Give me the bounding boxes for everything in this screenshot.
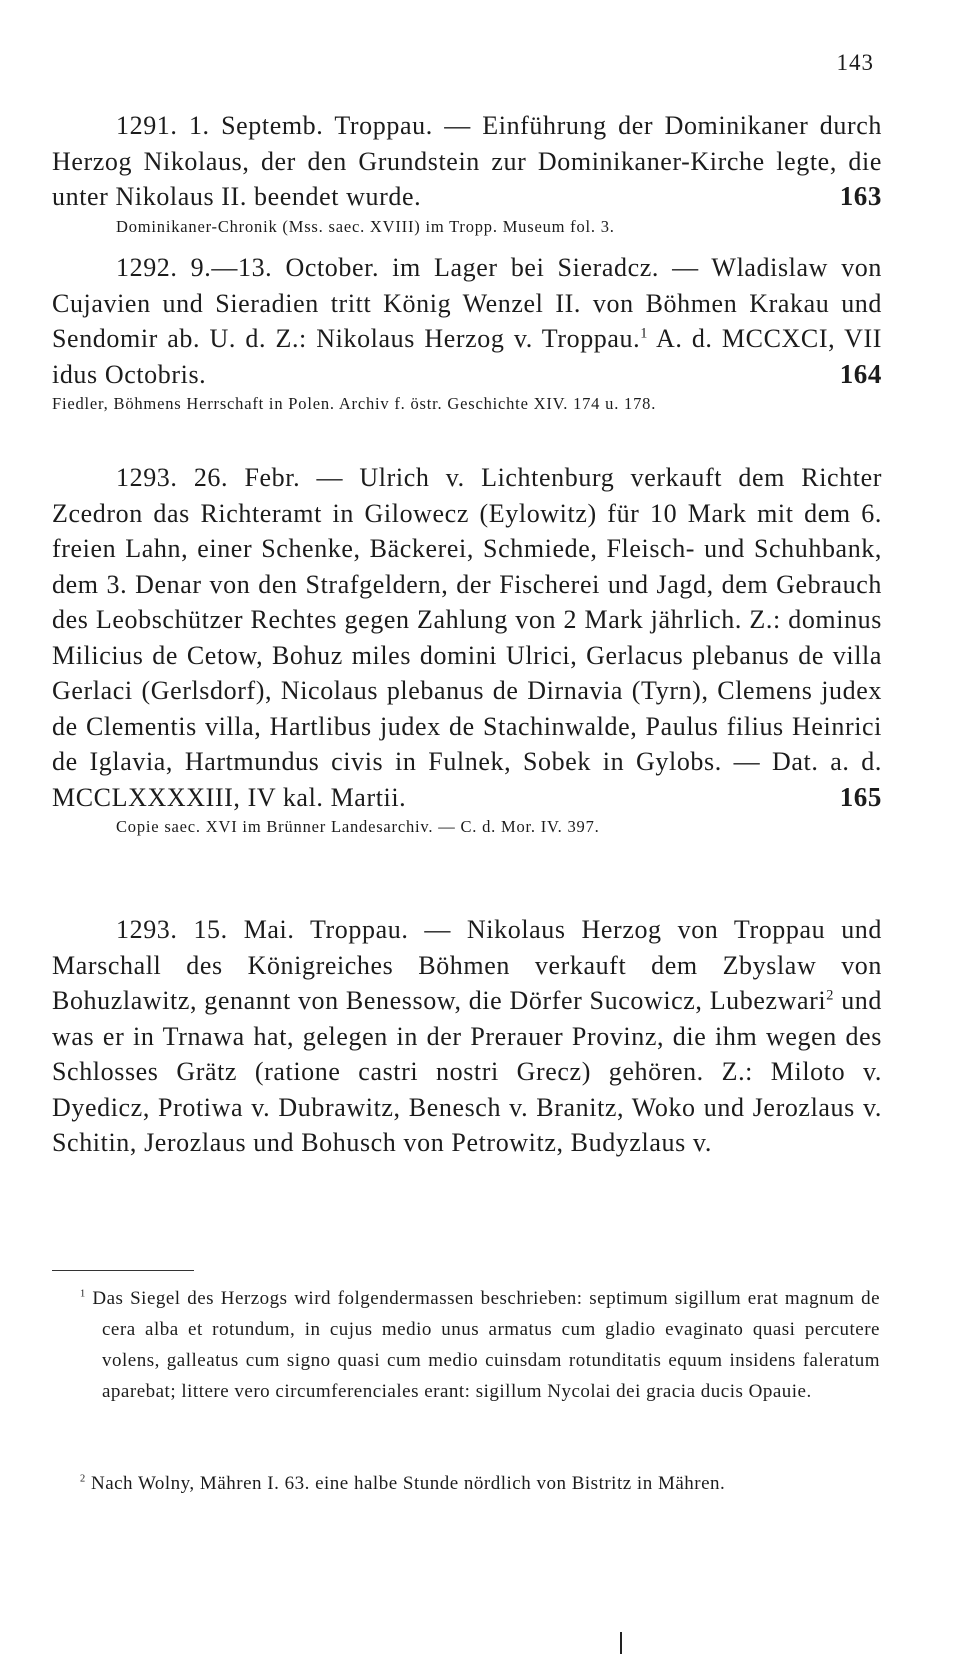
- footnote-mark: 2: [80, 1473, 86, 1485]
- entry-165: [52, 460, 882, 839]
- entry-body: 1293. 15. Mai. Troppau. — Nikolaus Herzog von Troppau und Marschall des Königreiches Böhmen verkauft dem Zbyslaw von Bohuzlawitz, genannt von Benessow, die Dörfer Sucowicz, Lubezwari: [52, 915, 882, 1015]
- entry-text: [52, 250, 882, 392]
- footnote-text: Das Siegel des Herzogs wird folgendermassen beschrieben: septimum sigillum erat magnum de cera alba et rotundum, in cujus medio unus armatus cum gladio evaginato quasi percutere volens, galleatus cum signo quasi cum medio cuinsdam rotunditatis equum insidens faleratum aparebat; littere vero circumferenciales erant: sigillum Nycolai dei gracia ducis Opauie.: [92, 1288, 881, 1402]
- entry-body-cont: A. d. MCCXCI, VII idus Octobris.: [52, 324, 882, 389]
- scan-mark: [620, 1632, 622, 1654]
- footnote-ref: 1: [640, 325, 648, 342]
- footnote-2: [80, 1468, 880, 1499]
- source-note: Fiedler, Böhmens Herrschaft in Polen. Archiv f. östr. Geschichte XIV. 174 u. 178.: [52, 394, 657, 413]
- document-number: 163: [839, 181, 882, 211]
- footnote-ref: 2: [826, 987, 835, 1004]
- entry-1293-may: [52, 912, 882, 1161]
- footnote-separator: [52, 1270, 194, 1271]
- entry-text: [52, 460, 882, 815]
- entry-163: [52, 108, 882, 239]
- document-number: 165: [839, 781, 882, 812]
- entry-body: 1293. 26. Febr. — Ulrich v. Lichtenburg verkauft dem Richter Zcedron das Richteramt in Gilowecz (Eylowitz) für 10 Mark mit dem 6. freien Lahn, einer Schenke, Bäckerei, Schmiede, Fleisch- und Schuhbank, dem 3. Denar von den Strafgeldern, der Fischerei und Jagd, dem Gebrauch des Leobschützer Rechtes gegen Zahlung von 2 Mark jährlich. Z.: dominus Milicius de Cetow, Bohuz miles domini Ulrici, Gerlacus plebanus de villa Gerlaci (Gerlsdorf), Nicolaus plebanus de Dirnavia (Tyrn), Clemens judex de Clementis villa, Hartlibus judex de Stachinwalde, Paulus filius Heinrici de Iglavia, Hartmundus civis in Fulnek, Sobek in Gylobs. — Dat. a. d. MCCLXXXXIII, IV kal. Martii.: [52, 463, 882, 812]
- entry-body-cont: und was er in Trnawa hat, gelegen in der Prerauer Provinz, die ihm wegen des Schlosses Grätz (ratione castri nostri Grecz) gehören. Z.: Miloto v. Dyedicz, Protiwa v. Dubrawitz, Benesch v. Branitz, Woko und Jerozlaus v. Schitin, Jerozlaus und Bohusch von Petrowitz, Budyzlaus v.: [52, 986, 882, 1157]
- footnote-1: [80, 1283, 880, 1407]
- entry-text: [52, 108, 882, 215]
- page-number: 143: [836, 50, 874, 75]
- source-note: Dominikaner-Chronik (Mss. saec. XVIII) im Tropp. Museum fol. 3.: [116, 216, 615, 236]
- footnote-mark: 1: [80, 1288, 86, 1300]
- entry-164: [52, 250, 882, 416]
- footnote-text: Nach Wolny, Mähren I. 63. eine halbe Stunde nördlich von Bistritz in Mähren.: [90, 1473, 726, 1494]
- entry-text: [52, 912, 882, 1161]
- entry-body: 1292. 9.—13. October. im Lager bei Sieradcz. — Wladislaw von Cujavien und Sieradien tritt König Wenzel II. von Böhmen Krakau und Sendomir ab. U. d. Z.: Nikolaus Herzog v. Troppau.: [52, 253, 882, 353]
- entry-body: 1291. 1. Septemb. Troppau. — Einführung der Dominikaner durch Herzog Nikolaus, der den Grundstein zur Dominikaner-Kirche legte, die unter Nikolaus II. beendet wurde.: [52, 111, 882, 211]
- document-number: 164: [839, 358, 882, 389]
- source-note: Copie saec. XVI im Brünner Landesarchiv. — C. d. Mor. IV. 397.: [116, 817, 600, 836]
